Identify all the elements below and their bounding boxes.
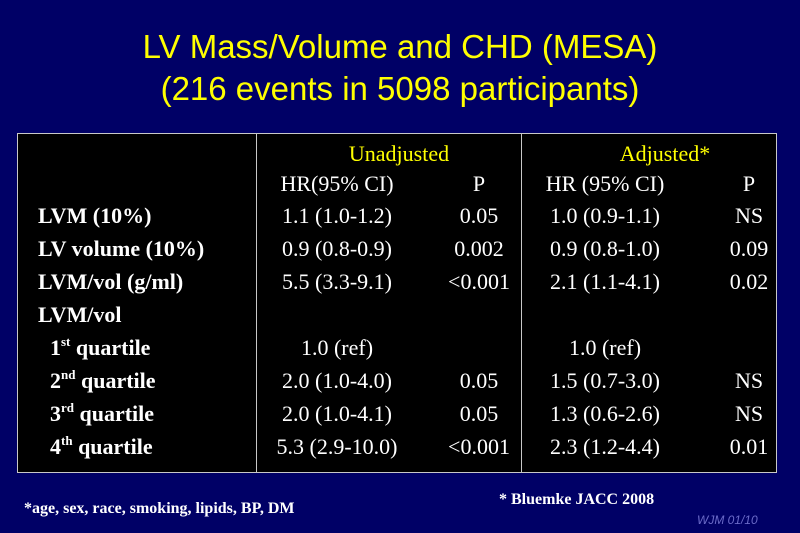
- cell-hr-unadjusted: 1.0 (ref): [300, 335, 374, 360]
- row-label-text: LVM/vol: [38, 302, 122, 327]
- ordinal-suffix: nd: [61, 366, 76, 382]
- reference-footnote: * Bluemke JACC 2008: [499, 491, 655, 508]
- cell-hr-unadjusted: 5.3 (2.9-10.0): [276, 434, 398, 459]
- cell-hr-adjusted: 2.3 (1.2-4.4): [550, 434, 660, 459]
- slide-title: [0, 26, 800, 110]
- row-label-text: LV volume (10%): [38, 236, 205, 261]
- row-label-text: 2: [50, 368, 61, 393]
- cell-p-adjusted: 0.02: [729, 269, 769, 294]
- row-label-tail: quartile: [75, 368, 156, 393]
- cell-p-unadjusted: 0.002: [454, 236, 504, 261]
- cell-p-adjusted: NS: [734, 401, 764, 426]
- row-label: [50, 367, 156, 395]
- header-p-adjusted: P: [742, 171, 756, 196]
- title-line-1: LV Mass/Volume and CHD (MESA): [142, 28, 658, 65]
- title-line-2: (216 events in 5098 participants): [160, 70, 640, 107]
- row-label-text: LVM (10%): [38, 203, 152, 228]
- group-header-unadjusted: Unadjusted: [348, 141, 450, 166]
- cell-hr-adjusted: 1.5 (0.7-3.0): [550, 368, 660, 393]
- header-hr-unadjusted: HR(95% CI): [280, 171, 394, 196]
- row-label-text: LVM/vol (g/ml): [38, 269, 184, 294]
- row-label: [50, 400, 154, 428]
- row-label: [38, 268, 183, 296]
- cell-hr-adjusted: 0.9 (0.8-1.0): [550, 236, 660, 261]
- row-label: [38, 202, 151, 230]
- column-divider-2: [521, 134, 522, 472]
- results-table: [17, 133, 777, 473]
- ordinal-suffix: rd: [61, 399, 74, 415]
- adjustment-footnote: *age, sex, race, smoking, lipids, BP, DM: [24, 500, 295, 517]
- row-label: [38, 301, 122, 329]
- ordinal-suffix: st: [61, 333, 71, 349]
- cell-hr-unadjusted: 2.0 (1.0-4.1): [282, 401, 392, 426]
- row-label-tail: quartile: [74, 401, 155, 426]
- author-credit: WJM 01/10: [697, 513, 758, 527]
- column-divider-1: [256, 134, 257, 472]
- cell-hr-unadjusted: 0.9 (0.8-0.9): [282, 236, 392, 261]
- cell-p-adjusted: NS: [734, 203, 764, 228]
- cell-hr-unadjusted: 1.1 (1.0-1.2): [282, 203, 392, 228]
- header-hr-adjusted: HR (95% CI): [545, 171, 665, 196]
- row-label: [38, 235, 204, 263]
- cell-hr-adjusted: 2.1 (1.1-4.1): [550, 269, 660, 294]
- group-header-adjusted: Adjusted*: [619, 141, 711, 166]
- row-label-text: 4: [50, 434, 61, 459]
- cell-p-unadjusted: <0.001: [448, 269, 510, 294]
- cell-p-adjusted: 0.09: [729, 236, 769, 261]
- cell-p-unadjusted: 0.05: [459, 401, 499, 426]
- cell-hr-unadjusted: 2.0 (1.0-4.0): [282, 368, 392, 393]
- row-label-text: 3: [50, 401, 61, 426]
- cell-hr-adjusted: 1.0 (ref): [568, 335, 642, 360]
- row-label-tail: quartile: [72, 434, 153, 459]
- cell-p-unadjusted: 0.05: [459, 203, 499, 228]
- cell-p-adjusted: NS: [734, 368, 764, 393]
- row-label-text: 1: [50, 335, 61, 360]
- cell-p-unadjusted: <0.001: [448, 434, 510, 459]
- ordinal-suffix: th: [61, 432, 73, 448]
- cell-hr-adjusted: 1.3 (0.6-2.6): [550, 401, 660, 426]
- cell-hr-unadjusted: 5.5 (3.3-9.1): [282, 269, 392, 294]
- row-label-tail: quartile: [70, 335, 151, 360]
- row-label: [50, 334, 150, 362]
- row-label: [50, 433, 153, 461]
- cell-p-unadjusted: 0.05: [459, 368, 499, 393]
- cell-hr-adjusted: 1.0 (0.9-1.1): [550, 203, 660, 228]
- cell-p-adjusted: 0.01: [729, 434, 769, 459]
- header-p-unadjusted: P: [472, 171, 486, 196]
